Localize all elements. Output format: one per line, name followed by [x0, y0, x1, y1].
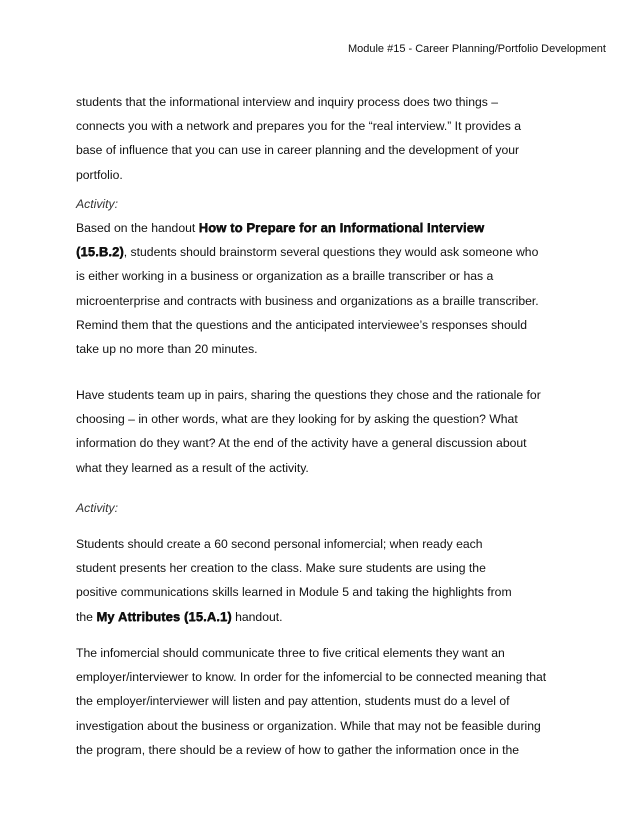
- text-line: information do they want? At the end of the activity have a general discussion about: [76, 436, 527, 451]
- text-line: [76, 605, 596, 629]
- activity-label: Activity:: [76, 197, 118, 211]
- text-line: the program, there should be a review of how to gather the information once in the: [76, 742, 520, 757]
- paragraph-intro: [76, 90, 596, 187]
- text-line: students that the informational interview and inquiry process does two things –: [76, 95, 499, 109]
- text-line: [76, 240, 596, 264]
- text-line: The infomercial should communicate three to five critical elements they want an: [76, 646, 505, 660]
- text-fragment: , students should brainstorm several questions they would ask someone who: [123, 245, 539, 260]
- text-fragment: the: [76, 609, 97, 624]
- paragraph-pairs: [76, 383, 596, 480]
- activity-label: Activity:: [76, 501, 118, 515]
- text-line: Remind them that the questions and the anticipated interviewee’s responses should: [76, 317, 527, 332]
- text-line: Students should create a 60 second personal infomercial; when ready each: [76, 537, 483, 551]
- text-line: portfolio.: [76, 167, 123, 182]
- handout-code-15b2: (15.B.2): [76, 244, 124, 260]
- handout-title-my-attributes: My Attributes (15.A.1): [96, 608, 232, 624]
- text-line: microenterprise and contracts with business and organizations as a braille transcriber.: [76, 293, 539, 308]
- paragraph-infomercial: [76, 641, 596, 762]
- text-line: Have students team up in pairs, sharing the questions they chose and the rationale for: [76, 388, 541, 402]
- text-line: investigation about the business or organization. While that may not be feasible during: [76, 718, 541, 733]
- text-line: choosing – in other words, what are they looking for by asking the question? What: [76, 412, 518, 427]
- handout-title-informational-interview: How to Prepare for an Informational Interview: [198, 220, 485, 235]
- text-line: is either working in a business or organization as a braille transcriber or has a: [76, 269, 494, 284]
- text-line: connects you with a network and prepares you for the “real interview.” It provides a: [76, 119, 522, 134]
- page-header: Module #15 - Career Planning/Portfolio Development: [347, 43, 606, 55]
- text-line: take up no more than 20 minutes.: [76, 342, 258, 357]
- text-line: [76, 216, 596, 240]
- text-line: base of influence that you can use in career planning and the development of your: [76, 143, 520, 158]
- text-line: the employer/interviewer will listen and pay attention, students must do a level of: [76, 694, 510, 709]
- text-line: employer/interviewer to know. In order for the infomercial to be connected meaning that: [76, 670, 547, 685]
- text-fragment: Based on the handout: [76, 221, 199, 235]
- activity-section-2-label: [76, 496, 596, 520]
- activity-section-1: [76, 192, 596, 361]
- text-line: what they learned as a result of the activity.: [76, 460, 309, 475]
- activity-section-2: [76, 532, 596, 629]
- text-line: student presents her creation to the class. Make sure students are using the: [76, 561, 486, 576]
- text-line: positive communications skills learned in Module 5 and taking the highlights from: [76, 585, 512, 600]
- text-fragment: handout.: [231, 609, 283, 624]
